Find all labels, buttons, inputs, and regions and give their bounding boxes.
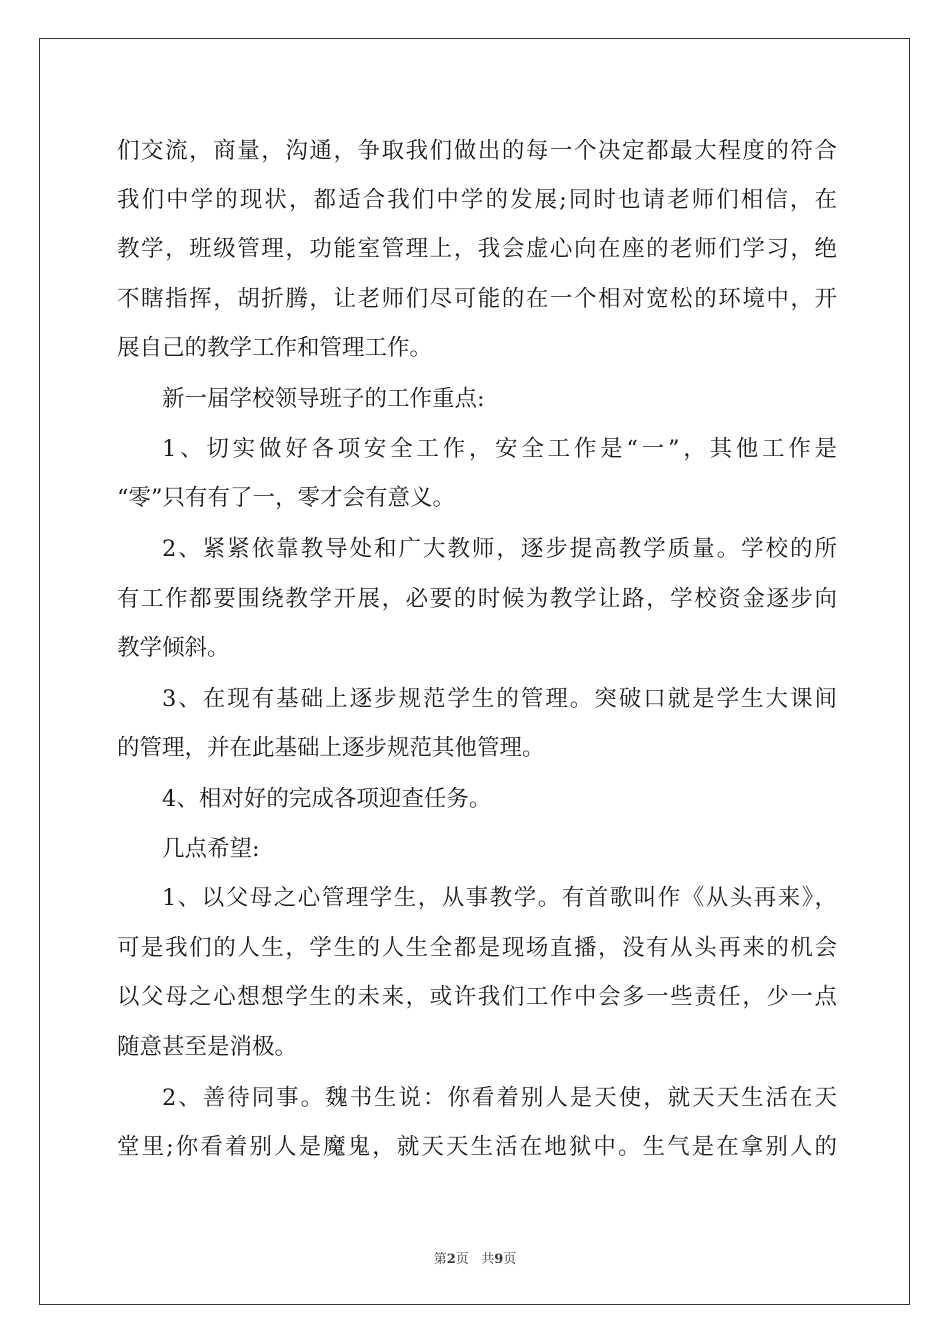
text-line: 可是我们的人生，学生的人生全都是现场直播，没有从头再来的机会	[117, 935, 837, 961]
page-prefix: 第	[433, 1252, 447, 1267]
text-line: 我们中学的现状，都适合我们中学的发展;同时也请老师们相信，在	[117, 187, 837, 213]
list-item: 1、切实做好各项安全工作，安全工作是“一”，其他工作是	[162, 436, 837, 462]
section-heading: 几点希望:	[162, 836, 260, 862]
text-line: 教学倾斜。	[117, 635, 230, 661]
page-number: 2	[446, 1252, 456, 1267]
list-item: 2、善待同事。魏书生说：你看着别人是天使，就天天生活在天	[162, 1085, 837, 1111]
list-item: 3、在现有基础上逐步规范学生的管理。突破口就是学生大课间	[162, 686, 837, 712]
text-line: 堂里;你看着别人是魔鬼，就天天生活在地狱中。生气是在拿别人的	[117, 1134, 837, 1160]
total-suffix: 页	[503, 1252, 517, 1267]
list-item: 4、相对好的完成各项迎查任务。	[162, 786, 492, 812]
text-line: 们交流，商量，沟通，争取我们做出的每一个决定都最大程度的符合	[117, 138, 837, 164]
text-line: 教学，班级管理，功能室管理上，我会虚心向在座的老师们学习，绝	[117, 236, 837, 262]
list-item: 1、以父母之心管理学生，从事教学。有首歌叫作《从头再来》，	[162, 885, 837, 911]
text-line: 以父母之心想想学生的未来，或许我们工作中会多一些责任，少一点	[117, 984, 837, 1010]
text-line: “零”只有有了一，零才会有意义。	[117, 485, 456, 511]
text-line: 的管理，并在此基础上逐步规范其他管理。	[117, 735, 545, 761]
list-item: 2、紧紧依靠教导处和广大教师，逐步提高教学质量。学校的所	[162, 536, 837, 562]
text-line: 随意甚至是消极。	[117, 1034, 298, 1060]
section-heading: 新一届学校领导班子的工作重点:	[162, 386, 485, 412]
page-footer	[0, 1248, 950, 1267]
text-line: 有工作都要围绕教学开展，必要的时候为教学让路，学校资金逐步向	[117, 586, 837, 612]
total-prefix: 共	[481, 1252, 495, 1267]
text-line: 不瞎指挥，胡折腾，让老师们尽可能的在一个相对宽松的环境中，开	[117, 286, 837, 312]
text-line: 展自己的教学工作和管理工作。	[117, 335, 433, 361]
page-suffix: 页	[455, 1252, 469, 1267]
total-pages: 9	[494, 1252, 504, 1267]
